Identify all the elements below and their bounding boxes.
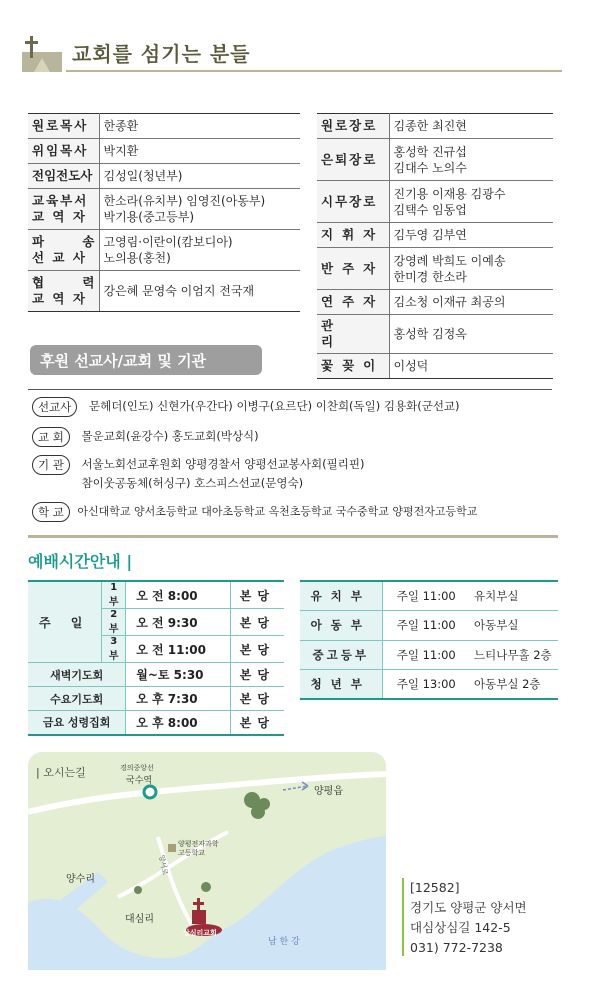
role-label: 반주자: [317, 248, 389, 290]
role-label-line: 교 역 자: [32, 291, 87, 306]
role-label: 은퇴장로: [317, 139, 389, 181]
role-names: 김소청 이재규 최공의: [389, 290, 553, 315]
station-label: 국수역: [126, 776, 153, 786]
role-label: 꽃꽂이: [317, 354, 389, 379]
map-title: | 오시는길: [36, 766, 86, 779]
part-label: 1부: [102, 581, 126, 609]
staff-table-left: [28, 113, 300, 312]
river-label: 남 한 강: [268, 937, 300, 947]
service-time: 오 전 9:30: [126, 609, 230, 636]
phone-number: 031) 772-7238: [410, 940, 503, 955]
role-label: 원로장로: [317, 114, 389, 139]
worship-table-departments: [300, 580, 558, 700]
service-place: 본당: [230, 581, 284, 609]
department-place: 아동부실: [470, 611, 558, 641]
role-label-line: 협 력: [32, 275, 95, 290]
role-label-line: 교 역 자: [32, 209, 87, 224]
support-text: 문헤더(인도) 신현가(우간다) 이병구(요르단) 이찬희(독일) 김용화(군선교): [88, 399, 460, 413]
role-label: 원로목사: [28, 114, 99, 139]
department-time: 주일 11:00: [382, 640, 470, 670]
tag-pill: 기 관: [32, 455, 70, 475]
service-name: 수요기도회: [28, 687, 126, 711]
service-time: 오 후 8:00: [126, 711, 230, 735]
tag-pill: 학 교: [32, 502, 70, 522]
church-label: 상심리교회: [183, 929, 217, 937]
directions-map: [28, 752, 386, 970]
department-name: 아동부: [300, 611, 382, 641]
department-place: 느티나무홀 2층: [470, 640, 558, 670]
address-line: 경기도 양평군 양서면: [410, 900, 527, 915]
role-names: 박지환: [99, 139, 300, 164]
part-label: 2부: [102, 609, 126, 636]
role-label: 지휘자: [317, 223, 389, 248]
school-label: 양평전자과학 고등학교: [178, 840, 219, 857]
service-place: 본당: [230, 687, 284, 711]
part-label: 3부: [102, 636, 126, 663]
role-names-line: 김택수 임동업: [393, 202, 467, 217]
worship-table-main: [28, 580, 284, 736]
department-place: 유치부실: [470, 581, 558, 611]
service-place: 본당: [230, 609, 284, 636]
header-divider: [66, 70, 562, 72]
support-row-churches: [32, 427, 259, 447]
city-label: 양평읍: [314, 786, 343, 797]
service-time: 월~토 5:30: [126, 663, 230, 687]
role-names-line: 진기용 이재용 김광수: [393, 186, 506, 201]
role-names-line: 박기용(중고등부): [103, 210, 195, 224]
role-names-line: 한소라(유치부) 임영진(아동부): [103, 194, 266, 208]
support-row-schools: [32, 502, 477, 522]
support-title: 후원 선교사/교회 및 기관: [40, 352, 207, 370]
address-accent-bar: [402, 878, 404, 956]
support-divider: [28, 389, 552, 390]
role-label: 위임목사: [28, 139, 99, 164]
service-time: 오 전 8:00: [126, 581, 230, 609]
support-text: 서울노회선교후원회 양평경찰서 양평선교봉사회(필리핀): [81, 457, 365, 471]
role-label: 연주자: [317, 290, 389, 315]
road-label: 양서로: [157, 854, 169, 876]
tag-pill: 선교사: [32, 397, 77, 417]
address-block: [410, 878, 527, 958]
support-row-institutions: [32, 455, 364, 493]
service-time: 오 전 11:00: [126, 636, 230, 663]
role-label-line: 교육부서: [32, 193, 89, 208]
role-names-line: 노의용(홍천): [103, 251, 171, 265]
service-name: 금요 성령집회: [28, 711, 126, 735]
village-label: 대심리: [125, 914, 154, 925]
role-names-line: 강영례 박희도 이예송: [393, 253, 506, 268]
support-text: 아신대학교 양서초등학교 대아초등학교 옥천초등학교 국수중학교 양평전자고등학교: [77, 505, 478, 518]
section-divider: [28, 535, 558, 538]
department-name: 유치부: [300, 581, 382, 611]
department-time: 주일 11:00: [382, 581, 470, 611]
role-names-line: 한미경 한소라: [393, 269, 467, 284]
role-label: 전임전도사: [28, 164, 99, 189]
zip-code: [12582]: [410, 880, 460, 895]
sunday-label: 주 일: [28, 581, 102, 663]
staff-table-right: [317, 113, 553, 379]
support-header: [30, 345, 262, 375]
service-place: 본당: [230, 711, 284, 735]
support-row-missionaries: [32, 397, 460, 417]
role-names: 김성일(청년부): [99, 164, 300, 189]
page-title: 교회를 섬기는 분들: [72, 42, 251, 66]
role-label: 관리: [317, 315, 389, 354]
support-text: 몰운교회(윤강수) 홍도교회(박상식): [81, 429, 259, 443]
department-name: 중고등부: [300, 640, 382, 670]
service-name: 새벽기도회: [28, 663, 126, 687]
role-names: 김종한 최진현: [389, 114, 553, 139]
department-place: 아동부실 2층: [470, 670, 558, 700]
section-header: [22, 30, 562, 75]
church-cross-icon: [22, 32, 62, 72]
role-names-line: 고영림·이란이(캄보디아): [103, 235, 233, 249]
role-names: 이성덕: [389, 354, 553, 379]
role-names-line: 김대수 노의수: [393, 160, 467, 175]
role-names: 김두영 김부연: [389, 223, 553, 248]
tag-pill: 교 회: [32, 427, 70, 447]
service-time: 오 후 7:30: [126, 687, 230, 711]
role-names: 강은혜 문영숙 이엄지 전국재: [99, 271, 300, 312]
village-label: 양수리: [66, 874, 95, 885]
address-line: 대심상심길 142-5: [410, 920, 511, 935]
role-label-line: 파 송: [32, 234, 95, 249]
support-text: 참이웃공동체(허싱구) 호스피스선교(문영숙): [81, 476, 304, 490]
department-name: 청년부: [300, 670, 382, 700]
role-label-line: 선 교 사: [32, 250, 87, 265]
station-line-label: 경의중앙선: [120, 764, 154, 772]
role-label: 시무장로: [317, 181, 389, 223]
role-names: 홍성학 김정옥: [389, 315, 553, 354]
worship-title: 예배시간안내 |: [28, 552, 133, 571]
department-time: 주일 13:00: [382, 670, 470, 700]
role-names-line: 홍성학 진규섭: [393, 144, 467, 159]
department-time: 주일 11:00: [382, 611, 470, 641]
service-place: 본당: [230, 663, 284, 687]
role-names: 한종환: [99, 114, 300, 139]
service-place: 본당: [230, 636, 284, 663]
